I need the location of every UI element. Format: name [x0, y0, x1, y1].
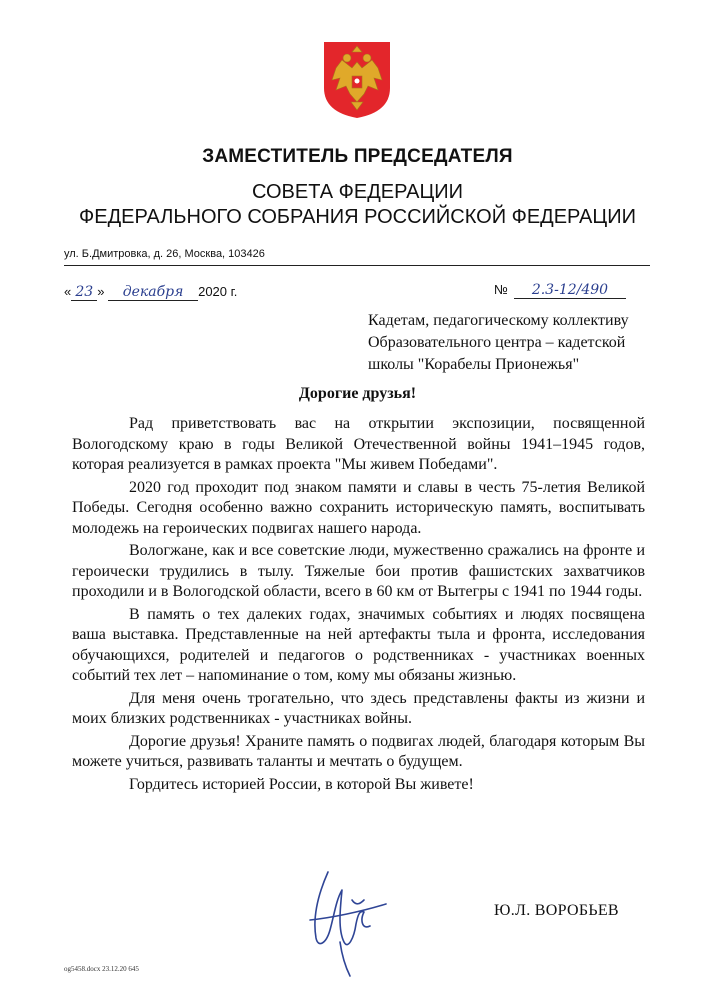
date-open-quote: « [64, 284, 72, 299]
date-close-quote: » [97, 284, 105, 299]
address: ул. Б.Дмитровка, д. 26, Москва, 103426 [64, 248, 265, 260]
header-subtitle-council: СОВЕТА ФЕДЕРАЦИИ [251, 181, 463, 203]
date-line [64, 284, 237, 301]
document-number-line [494, 282, 626, 299]
letter-paragraph: Для меня очень трогательно, что здесь представлены факты из жизни и моих близких родственниках - участниках войны. [72, 689, 645, 727]
recipient-line: школы "Корабелы Прионежья" [368, 356, 580, 373]
recipient-line: Кадетам, педагогическому коллективу [368, 312, 629, 329]
letter-paragraph: В память о тех далеких годах, значимых событиях и людях посвящена ваша выставка. Представленные на ней артефакты тыла и фронта, исследования обучающихся, родителей и педагогов о родственниках - участниках военных событий тех лет – напоминание о том, кому мы обязаны жизнью. [72, 605, 645, 684]
header-title: ЗАМЕСТИТЕЛЬ ПРЕДСЕДАТЕЛЯ [202, 146, 513, 167]
signature-icon [290, 860, 400, 980]
document-number: 2.3-12/490 [514, 282, 626, 299]
date-day: 23 [71, 284, 97, 301]
document-reference: og5458.docx 23.12.20 645 [64, 965, 139, 973]
recipient-block [368, 310, 668, 376]
document-number-label: № [494, 282, 508, 297]
letter-paragraph: Гордитесь историей России, в которой Вы живете! [129, 775, 474, 793]
greeting: Дорогие друзья! [298, 385, 417, 402]
header-subtitle-assembly: ФЕДЕРАЛЬНОГО СОБРАНИЯ РОССИЙСКОЙ ФЕДЕРАЦИИ [79, 206, 636, 228]
letter-paragraph: 2020 год проходит под знаком памяти и славы в честь 75-летия Великой Победы. Сегодня особенно важно сохранить историческую память, воспитывать молодежь на героических подвигах нашего народа. [72, 478, 645, 537]
letter-paragraph: Вологжане, как и все советские люди, мужественно сражались на фронте и героически трудились в тылу. Тяжелые бои против фашистских захватчиков проходили и в Вологодской области, всего в 60 км от Вытегры с 1941 по 1944 годы. [72, 542, 645, 600]
letter-paragraph: Дорогие друзья! Храните память о подвигах людей, благодаря которым Вы можете учиться, развивать таланты и мечтать о будущем. [72, 732, 645, 770]
address-divider [64, 265, 650, 266]
letter-body [72, 414, 645, 797]
coat-of-arms-icon [322, 40, 392, 120]
date-year: 2020 г. [198, 284, 238, 299]
date-month: декабря [108, 284, 198, 301]
signer-name: Ю.Л. ВОРОБЬЕВ [494, 902, 619, 919]
recipient-line: Образовательного центра – кадетской [368, 334, 626, 351]
letter-paragraph: Рад приветствовать вас на открытии экспозиции, посвященной Вологодскому краю в годы Великой Отечественной войны 1941–1945 годов, которая реализуется в рамках проекта "Мы живем Победами". [72, 415, 645, 473]
